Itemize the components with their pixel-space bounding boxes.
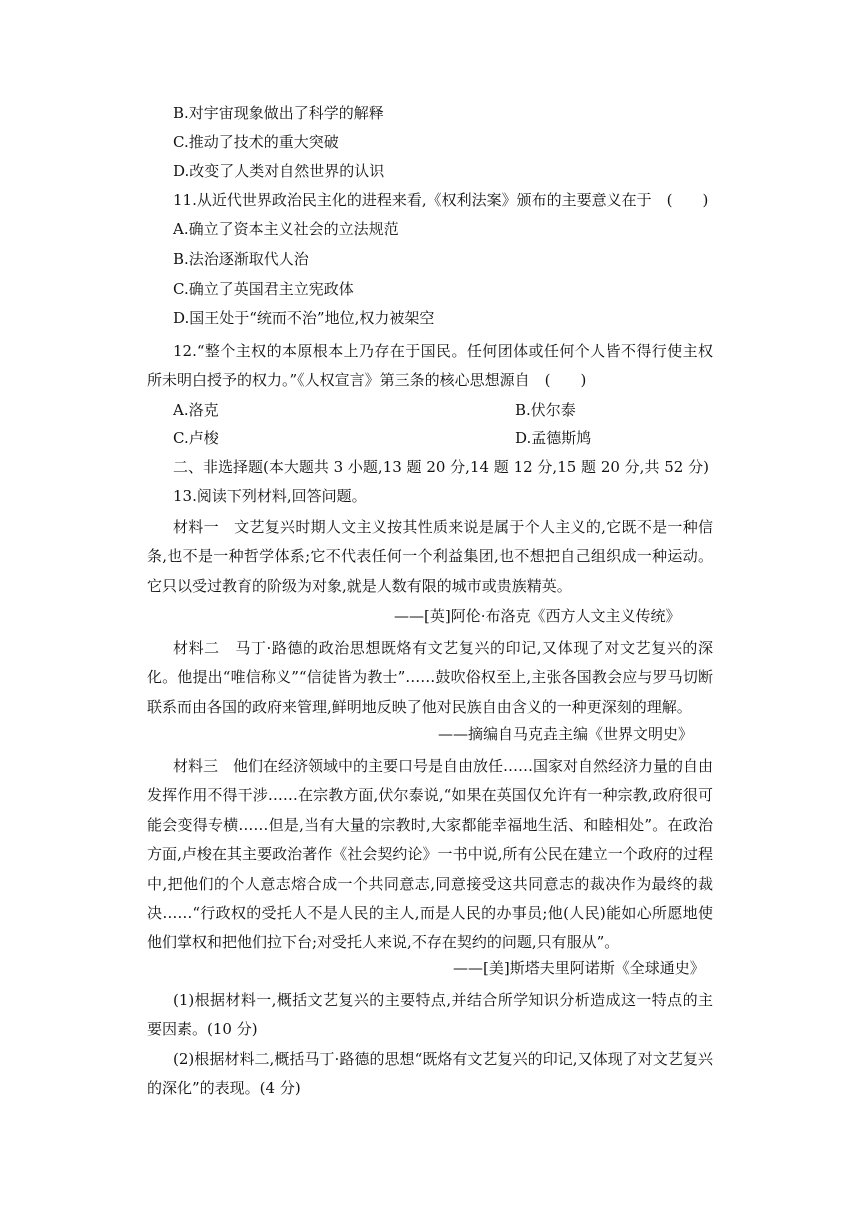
q13-sub2	[147, 1045, 713, 1104]
q12-options-row2	[173, 427, 713, 449]
q11-option-d: D.国王处于“统而不治”地位,权力被架空	[173, 309, 435, 327]
q10-option-b: B.对宇宙现象做出了科学的解释	[173, 104, 384, 122]
q12-option-a: A.洛克	[173, 401, 219, 419]
q10-option-c: C.推动了技术的重大突破	[173, 133, 339, 151]
q11-option-a: A.确立了资本主义社会的立法规范	[173, 220, 399, 238]
material-2-source: ——摘编自马克垚主编《世界文明史》	[438, 725, 694, 743]
q11-option-c: C.确立了英国君主立宪政体	[173, 280, 354, 298]
q13-sub1-text: (1)根据材料一,概括文艺复兴的主要特点,并结合所学知识分析造成这一特点的主要因素。(10 分)	[147, 991, 713, 1039]
q12-option-d: D.孟德斯鸠	[515, 429, 592, 447]
q12-options-row1	[173, 399, 713, 421]
q12-stem: 12.“整个主权的本原根本上乃存在于国民。任何团体或任何个人皆不得行使主权所未明白授予的权力。”《人权宣言》第三条的核心思想源自 ( )	[147, 342, 713, 390]
section-2-heading: 二、非选择题(本大题共 3 小题,13 题 20 分,14 题 12 分,15 题 20 分,共 52 分)	[173, 458, 709, 476]
material-3-text: 材料三 他们在经济领域中的主要口号是自由放任……国家对自然经济力量的自由发挥作用不得干涉……在宗教方面,伏尔泰说,“如果在英国仅允许有一种宗教,政府很可能会变得专横……但是,当有大量的宗教时,大家都能幸福地生活、和睦相处”。在政治方面,卢梭在其主要政治著作《社会契约论》一书中说,所有公民在建立一个政府的过程中,把他们的个人意志熔合成一个共同意志,同意接受这共同意志的裁决作为最终的裁决……“行政权的受托人不是人民的主人,而是人民的办事员;他(人民)能如心所愿地使他们掌权和把他们拉下台;对受托人来说,不存在契约的问题,只有服从”。	[147, 757, 714, 952]
q12-option-c: C.卢梭	[173, 429, 219, 447]
material-1	[147, 513, 713, 601]
q12-block	[147, 337, 713, 396]
q11-stem: 11.从近代世界政治民主化的进程来看,《权利法案》颁布的主要意义在于 ( )	[173, 191, 709, 209]
q10-option-d: D.改变了人类对自然世界的认识	[173, 162, 385, 180]
q11-option-b: B.法治逐渐取代人治	[173, 250, 309, 268]
material-3	[147, 752, 713, 958]
q13-stem: 13.阅读下列材料,回答问题。	[173, 487, 367, 505]
material-2	[147, 634, 713, 722]
material-1-text: 材料一 文艺复兴时期人文主义按其性质来说是属于个人主义的,它既不是一种信条,也不是一种哲学体系;它不代表任何一个利益集团,也不想把自己组织成一种运动。它只以受过教育的阶级为对象,就是人数有限的城市或贵族精英。	[147, 518, 713, 595]
material-1-source: ——[英]阿伦·布洛克《西方人文主义传统》	[394, 607, 681, 625]
q13-sub1	[147, 986, 713, 1045]
material-2-text: 材料二 马丁·路德的政治思想既烙有文艺复兴的印记,又体现了对文艺复兴的深化。他提出“唯信称义”“信徒皆为教士”……鼓吹俗权至上,主张各国教会应与罗马切断联系而由各国的政府来管理,鲜明地反映了他对民族自由含义的一种更深刻的理解。	[147, 639, 713, 716]
q12-option-b: B.伏尔泰	[515, 401, 576, 419]
material-3-source: ——[美]斯塔夫里阿诺斯《全球通史》	[453, 959, 705, 977]
q13-sub2-text: (2)根据材料二,概括马丁·路德的思想“既烙有文艺复兴的印记,又体现了对文艺复兴的深化”的表现。(4 分)	[147, 1050, 713, 1098]
